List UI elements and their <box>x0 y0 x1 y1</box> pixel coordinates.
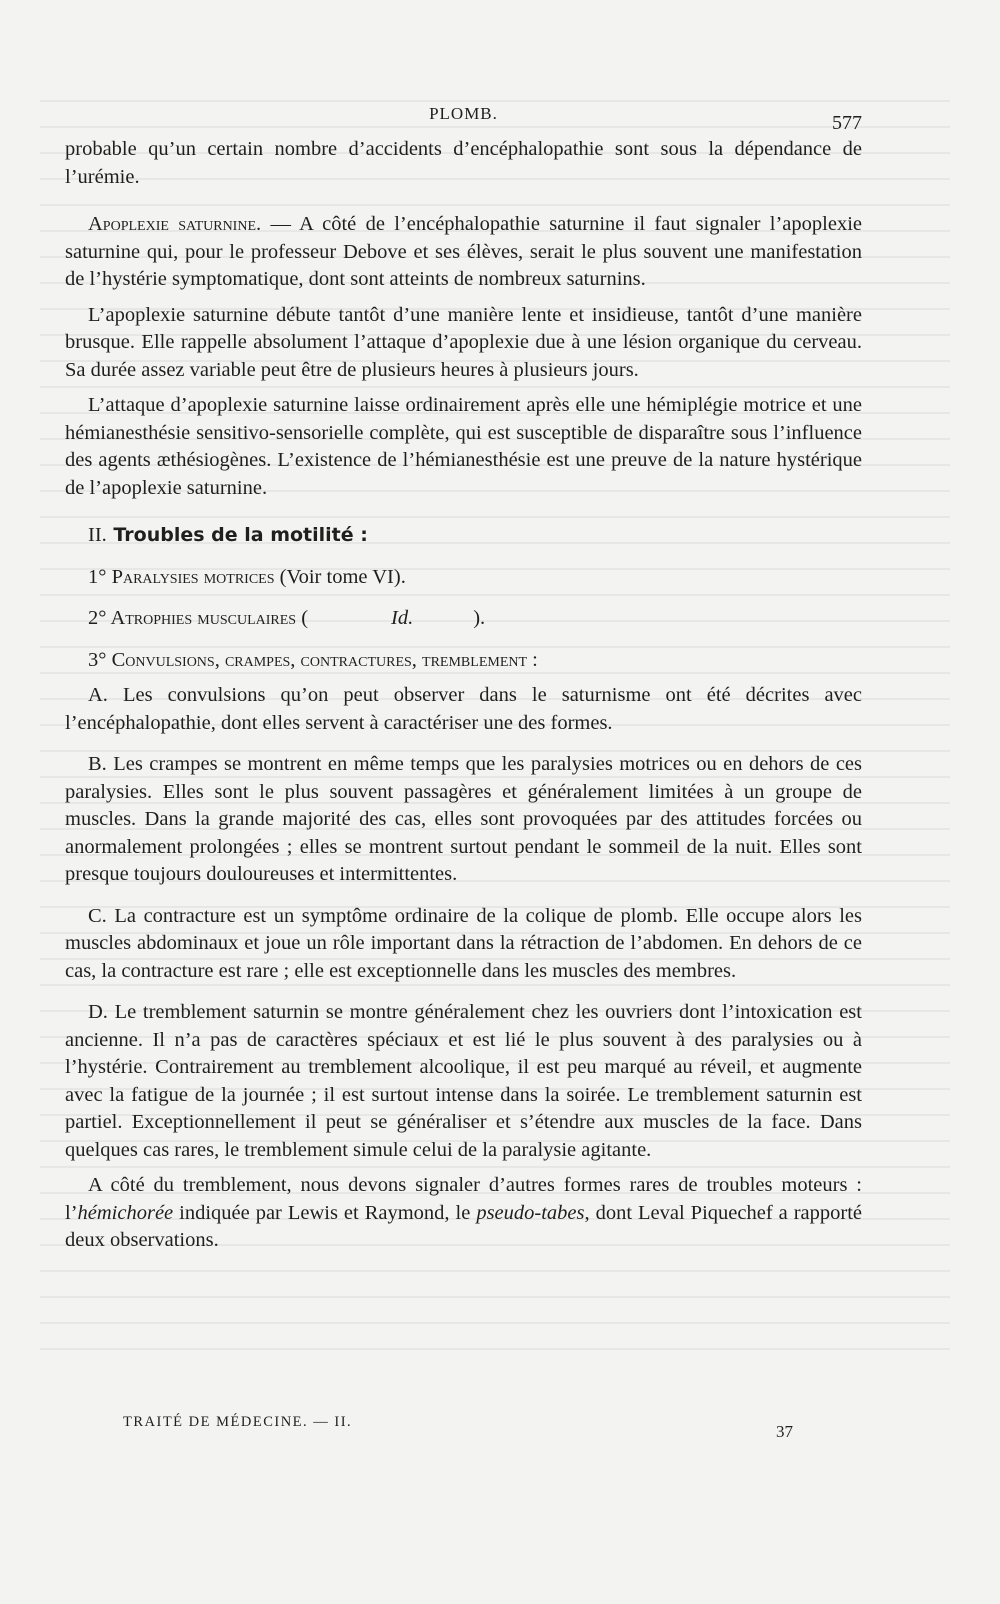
paragraph-continuation: probable qu’un certain nombre d’accidents d’encéphalopathie sont sous la dépendance de l’urémie. <box>65 138 862 188</box>
text-run: indiquée par Lewis et Raymond, le <box>173 1201 477 1224</box>
list-text: (Voir tome VI). <box>274 565 406 588</box>
paragraph-apoplexie <box>65 211 862 294</box>
paragraph-c-contracture: C. La contracture est un symptôme ordinaire de la colique de plomb. Elle occupe alors les muscles abdominaux et joue un rôle important dans la rétraction de l’abdomen. En dehors de ce cas, la contracture est rare ; elle est exceptionnelle dans les muscles des membres. <box>65 904 862 982</box>
section-heading <box>65 522 862 550</box>
list-item-atrophies <box>65 605 862 633</box>
paragraph-b-crampes: B. Les crampes se montrent en même temps que les paralysies motrices ou en dehors de ces paralysies. Elles sont le plus souvent passagères et généralement limitées à un groupe de muscles. Dans la grande majorité des cas, elles sont provoquées par des attitudes forcées ou anormalement prolongées ; elles se montrent surtout pendant le sommeil de la nuit. Elles sont presque toujours douloureuses et intermittentes. <box>65 753 862 885</box>
list-title: Paralysies motrices <box>106 565 275 588</box>
section-title: Troubles de la motilité : <box>106 524 368 546</box>
list-title: Convulsions, crampes, contractures, tremblement : <box>106 648 538 671</box>
list-number: 2° <box>88 607 107 629</box>
paragraph-apoplexie-onset: L’apoplexie saturnine débute tantôt d’une manière lente et insidieuse, tantôt d’une manière brusque. Elle rappelle absolument l’attaque d’apoplexie due à une lésion organique du cerveau. Sa durée assez variable peut être de plusieurs heures à plusieurs jours. <box>65 303 862 381</box>
paragraph-other-forms <box>65 1172 862 1255</box>
signature-mark: 37 <box>776 1422 793 1441</box>
page-body <box>65 136 862 1255</box>
page-header <box>65 104 862 134</box>
page-number: 577 <box>832 112 862 134</box>
apoplexie-text: — A côté de l’encéphalopathie saturnine il faut signaler l’apoplexie saturnine qui, pour le professeur Debove et ses élèves, serait le plus souvent une manifestation de l’hystérie symptomatique, dont sont atteints de nombreux saturnins. <box>65 213 862 290</box>
page-footer <box>123 1414 793 1444</box>
paragraph-apoplexie-attack: L’attaque d’apoplexie saturnine laisse ordinairement après elle une hémiplégie motrice et une hémianesthésie sensitivo-sensorielle complète, qui est susceptible de disparaître sous l’influence des agents æthésiogènes. L’existence de l’hémianesthésie est une preuve de la nature hystérique de l’apoplexie saturnine. <box>65 394 862 499</box>
section-number: II. <box>88 524 107 546</box>
list-item-convulsions <box>65 647 862 675</box>
list-title: Atrophies musculaires <box>106 607 297 629</box>
text-run: , dont Leval Piquechef a rapporté deux observations. <box>65 1201 862 1251</box>
list-ibid: Id. <box>391 607 414 629</box>
list-close-paren: ). <box>473 607 486 629</box>
text-run: A côté du tremblement, nous devons signaler d’autres formes rares de troubles moteurs : l’ <box>65 1174 862 1224</box>
list-number: 1° <box>88 565 107 588</box>
term-pseudo-tabes: pseudo-tabes <box>476 1201 585 1224</box>
list-open-paren: ( <box>296 607 309 629</box>
apoplexie-heading: Apoplexie saturnine. <box>88 213 262 235</box>
paragraph-a-convulsions: A. Les convulsions qu’on peut observer dans le saturnisme ont été décrites avec l’encéphalopathie, dont elles servent à caractériser une des formes. <box>65 684 862 734</box>
paragraph-d-tremblement: D. Le tremblement saturnin se montre généralement chez les ouvriers dont l’intoxication est ancienne. Il n’a pas de caractères spéciaux et est lié le plus souvent à des paralysies ou à l’hystérie. Contrairement au tremblement alcoolique, il est peu marqué au réveil, et augmente avec la fatigue de la journée ; il est surtout intense dans la soirée. Le tremblement saturnin est partiel. Exceptionnellement il peut se généraliser et s’étendre aux muscles de la face. Dans quelques cas rares, le tremblement simule celui de la paralysie agitante. <box>65 1001 862 1161</box>
list-number: 3° <box>88 648 107 671</box>
running-head: PLOMB. <box>429 104 498 123</box>
term-hemichoree: hémichorée <box>77 1201 174 1224</box>
footer-title: TRAITÉ DE MÉDECINE. — II. <box>123 1414 353 1430</box>
list-item-paralysies <box>65 564 862 592</box>
